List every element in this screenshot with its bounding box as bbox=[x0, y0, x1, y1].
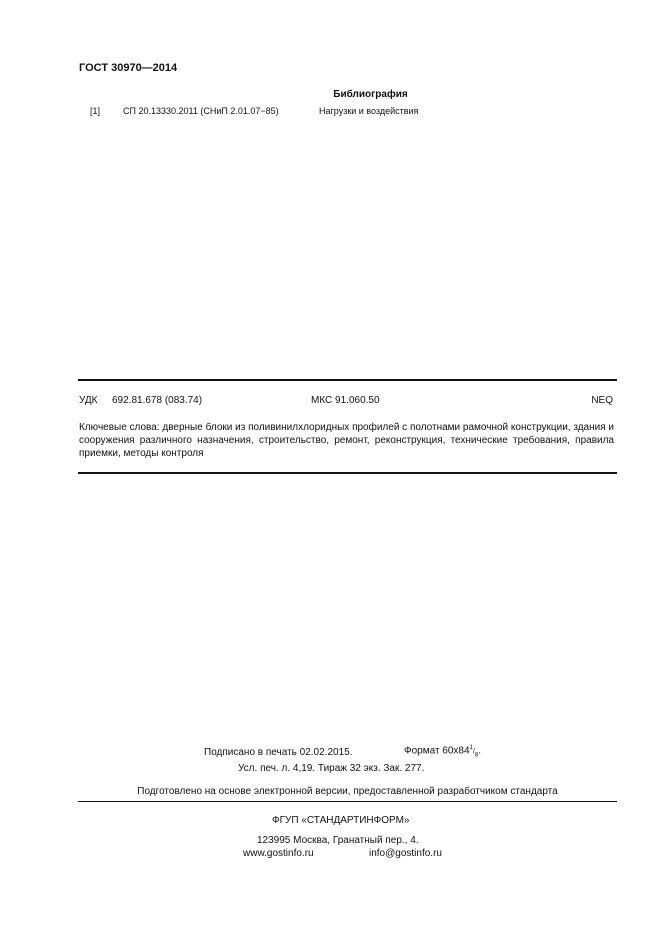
classification-row bbox=[79, 395, 613, 409]
email-link[interactable]: info@gostinfo.ru bbox=[369, 848, 442, 859]
udk-value: 692.81.678 (083.74) bbox=[112, 395, 203, 406]
bibliography-entry-title: Нагрузки и воздействия bbox=[319, 106, 419, 116]
bibliography-entry-ref: СП 20.13330.2011 (СНиП 2.01.07−85) bbox=[123, 106, 279, 116]
mks-code: МКС 91.060.50 bbox=[311, 395, 380, 406]
website-link[interactable]: www.gostinfo.ru bbox=[243, 848, 314, 859]
divider-bottom bbox=[78, 472, 617, 474]
divider-imprint bbox=[78, 801, 617, 802]
standard-code: ГОСТ 30970—2014 bbox=[79, 62, 178, 74]
bibliography-entry-number: [1] bbox=[90, 106, 101, 116]
paper-format: Формат $60x84^1/_8$. bbox=[404, 745, 481, 759]
equivalence-code: NEQ bbox=[591, 395, 613, 406]
publisher-name: ФГУП «СТАНДАРТИНФОРМ» bbox=[272, 815, 410, 826]
signed-date: Подписано в печать 02.02.2015. bbox=[204, 747, 353, 758]
print-sheets: Усл. печ. л. 4,19. Тираж 32 экз. Зак. 277. bbox=[238, 763, 425, 774]
format-numerator: 1 bbox=[469, 745, 473, 751]
udk-label: УДК bbox=[79, 395, 98, 406]
prepared-note: Подготовлено на основе электронной версии, предоставленной разработчиком стандарта bbox=[137, 786, 558, 797]
bibliography-title: Библиография bbox=[333, 89, 408, 100]
format-label: Формат 60x84 bbox=[404, 745, 470, 757]
divider-top bbox=[78, 379, 617, 381]
publisher-address: 123995 Москва, Гранатный пер., 4. bbox=[257, 835, 419, 846]
keywords-text: Ключевые слова: дверные блоки из поливинилхлоридных профилей с полотнами рамочной конструкции, здания и сооружения различного назначения, строительство, ремонт, реконструкция, технические требования, правила приемки, методы контроля bbox=[79, 422, 614, 459]
format-end: . bbox=[478, 745, 481, 757]
format-denominator: 8 bbox=[474, 752, 479, 759]
